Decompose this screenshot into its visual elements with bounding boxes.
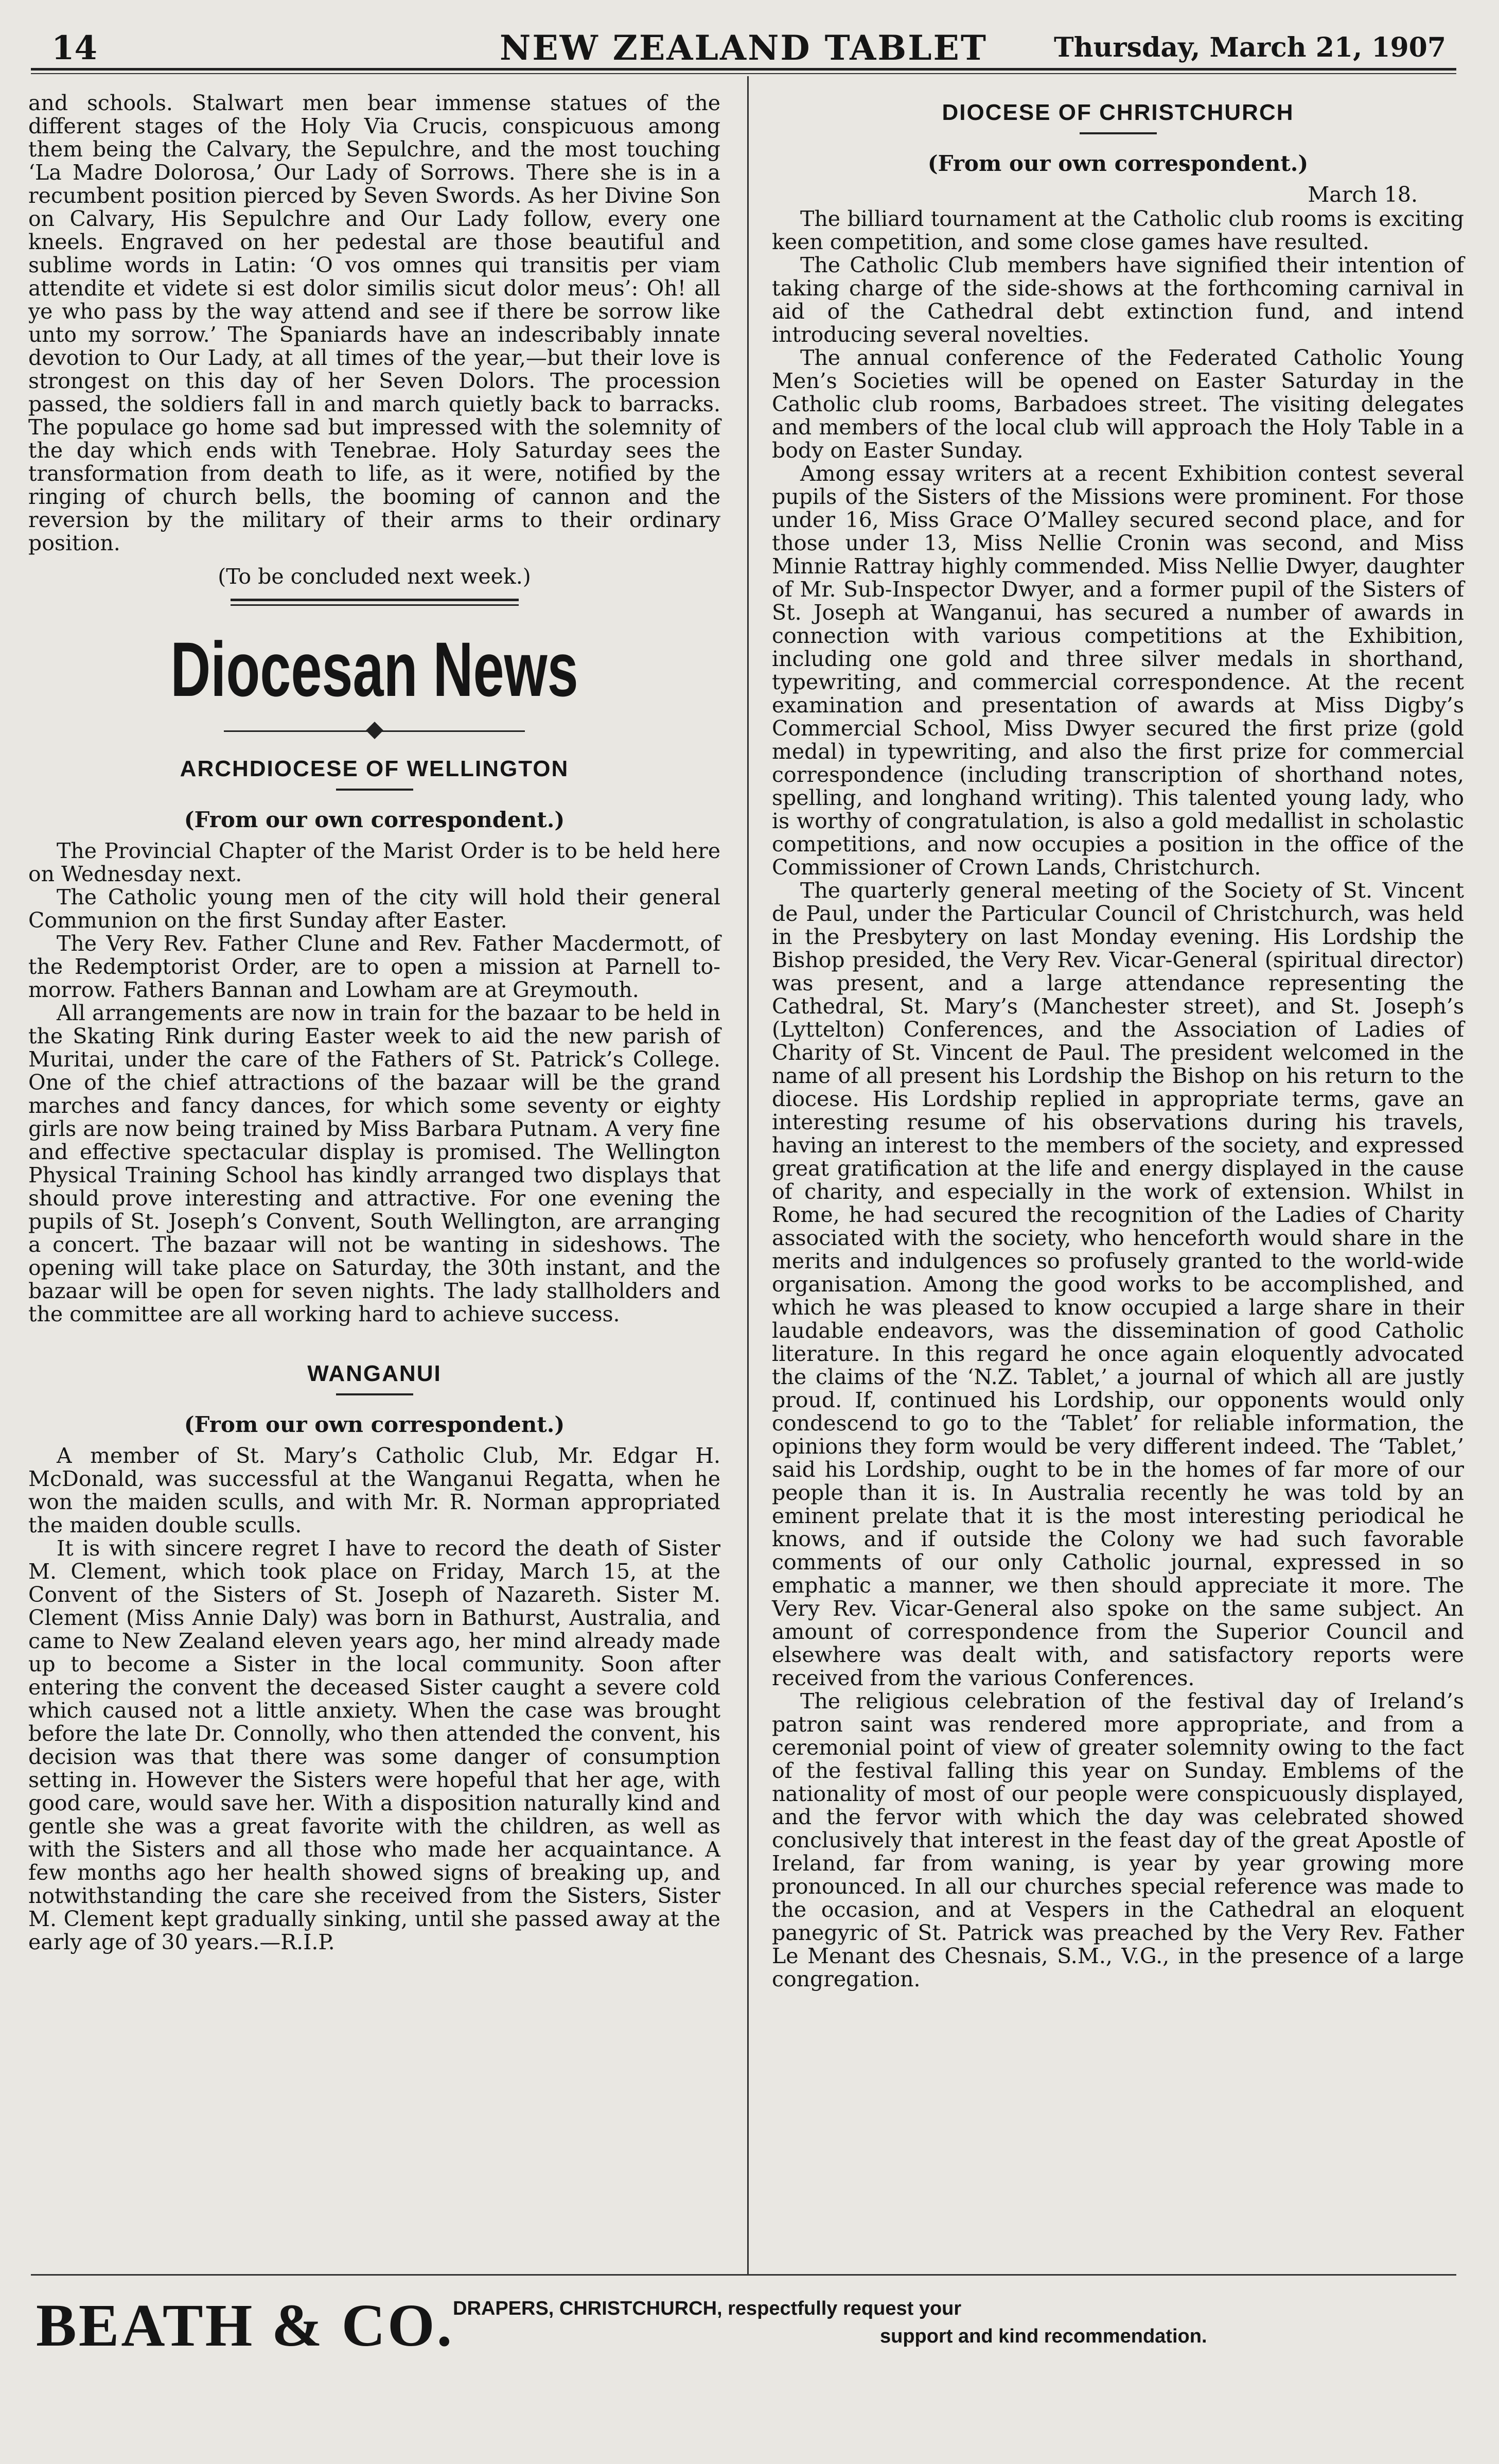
masthead-rule xyxy=(31,68,1456,71)
christchurch-correspondent: (From our own correspondent.) xyxy=(927,151,1309,176)
paragraph: A member of St. Mary’s Catholic Club, Mr. Edgar H. McDonald, was successful at the Wanganui Regatta, when he won the maiden sculls, and with Mr. R. Norman appropriated the maiden double sculls. xyxy=(28,1443,720,1537)
column-divider xyxy=(747,76,749,2274)
concluded-note: (To be concluded next week.) xyxy=(218,564,531,589)
right-column xyxy=(772,92,1464,1991)
wanganui-heading: WANGANUI xyxy=(307,1361,442,1386)
paragraph: The Provincial Chapter of the Marist Order is to be held here on Wednesday next. xyxy=(28,838,720,886)
paragraph: All arrangements are now in train for the bazaar to be held in the Skating Rink during Easter week to aid the new parish of Muritai, under the care of the Fathers of St. Patrick’s College. One of the chief attractions of the bazaar will be the grand marches and fancy dances, for which some seventy or eighty girls are now being trained by Miss Barbara Putnam. A very fine and effective spectacular display is promised. The Wellington Physical Training School has kindly arranged two displays that should prove interesting and attractive. For one evening the pupils of St. Joseph’s Convent, South Wellington, are arranging a concert. The bazaar will not be wanting in sideshows. The opening will take place on Saturday, the 30th instant, and the bazaar will be open for seven nights. The lady stallholders and the committee are all working hard to achieve success. xyxy=(28,1001,720,1326)
advertisement-line: DRAPERS, CHRISTCHURCH, respectfully request your xyxy=(453,2298,962,2319)
wellington-correspondent: (From our own correspondent.) xyxy=(184,807,565,832)
double-rule xyxy=(231,599,519,606)
paragraph: The Catholic young men of the city will hold their general Communion on the first Sunday after Easter. xyxy=(28,885,720,933)
paragraph: The annual conference of the Federated Catholic Young Men’s Societies will be opened on Easter Saturday in the Catholic club rooms, Barbadoes street. The visiting delegates and members of the local club will approach the Holy Table in a body on Easter Sunday. xyxy=(772,345,1464,463)
issue-date: Thursday, March 21, 1907 xyxy=(1054,32,1446,63)
wellington-heading: ARCHDIOCESE OF WELLINGTON xyxy=(180,756,569,781)
christchurch-heading: DIOCESE OF CHRISTCHURCH xyxy=(942,100,1294,125)
paragraph: Among essay writers at a recent Exhibition contest several pupils of the Sisters of the Missions were prominent. For those under 16, Miss Grace O’Malley secured second place, and for those under 13, Miss Nellie Cronin was second, and Miss Minnie Rattray highly commended. Miss Nellie Dwyer, daughter of Mr. Sub-Inspector Dwyer, and a former pupil of the Sisters of St. Joseph at Wanganui, has secured a number of awards in connection with various competitions at the Exhibition, including one gold and three silver medals in shorthand, typewriting, and commercial correspondence. At the recent examination and presentation of awards at Miss Digby’s Commercial School, Miss Dwyer secured the first prize (gold medal) in typewriting, and also the first prize for commercial correspondence (including transcription of shorthand notes, spelling, and longhand writing). This talented young lady, who is worthy of congratulation, is also a gold medallist in scholastic competitions, and now occupies a position in the office of the Commissioner of Crown Lands, Christchurch. xyxy=(772,461,1464,880)
wanganui-correspondent: (From our own correspondent.) xyxy=(184,1412,565,1437)
newspaper-title: NEW ZEALAND TABLET xyxy=(500,28,987,68)
advertisement-line: support and kind recommendation. xyxy=(880,2326,1207,2347)
page-number: 14 xyxy=(51,29,98,67)
paragraph: The Very Rev. Father Clune and Rev. Father Macdermott, of the Redemptorist Order, are to open a mission at Parnell to-morrow. Fathers Bannan and Lowham are at Greymouth. xyxy=(28,931,720,1002)
short-rule xyxy=(336,789,413,791)
paragraph: The religious celebration of the festival day of Ireland’s patron saint was rendered more appropriate, and from a ceremonial point of view of greater solemnity owing to the fact of the festival falling this year on Sunday. Emblems of the nationality of most of our people were conspicuously displayed, and the fervor with which the day was celebrated showed conclusively that interest in the feast day of the great Apostle of Ireland, far from waning, is year by year growing more pronounced. In all our churches special reference was made to the occasion, and at Vespers in the Cathedral an eloquent panegyric of St. Patrick was preached by the Very Rev. Father Le Menant des Chesnais, S.M., V.G., in the presence of a large congregation. xyxy=(772,1689,1464,1991)
paragraph: It is with sincere regret I have to record the death of Sister M. Clement, which took place on Friday, March 15, at the Convent of the Sisters of St. Joseph of Nazareth. Sister M. Clement (Miss Annie Daly) was born in Bathurst, Australia, and came to New Zealand eleven years ago, her mind already made up to become a Sister in the local community. Soon after entering the convent the deceased Sister caught a severe cold which caused not a little anxiety. When the case was brought before the late Dr. Connolly, who then attended the convent, his decision was that there was some danger of consumption setting in. However the Sisters were hopeful that her age, with good care, would save her. With a disposition naturally kind and gentle she was a great favorite with the children, as well as with the Sisters and all those who made her acquaintance. A few months ago her health showed signs of breaking up, and notwithstanding the care she received from the Sisters, Sister M. Clement kept gradually sinking, until she passed away at the early age of 30 years.—R.I.P. xyxy=(28,1536,720,1954)
paragraph: The billiard tournament at the Catholic club rooms is exciting keen competition, and some close games have resulted. xyxy=(772,206,1464,254)
short-rule xyxy=(336,1393,413,1395)
section-title: Diocesan News xyxy=(170,626,578,712)
footer-rule xyxy=(31,2274,1456,2276)
left-column xyxy=(28,92,720,1954)
paragraph: The quarterly general meeting of the Society of St. Vincent de Paul, under the Particular Council of Christchurch, was held in the Presbytery on last Monday evening. His Lordship the Bishop presided, the Very Rev. Vicar-General (spiritual director) was present, and a large attendance representing the Cathedral, St. Mary’s (Manchester street), and St. Joseph’s (Lyttelton) Conferences, and the Association of Ladies of Charity of St. Vincent de Paul. The president welcomed in the name of all present his Lordship the Bishop on his return to the diocese. His Lordship replied in appropriate terms, gave an interesting resume of his observations during his travels, having an interest to the members of the society, and expressed great gratification at the life and energy displayed in the cause of charity, and especially in the work of extension. Whilst in Rome, he had secured the recognition of the Ladies of Charity associated with the society, who henceforth would share in the merits and indulgences so profusely granted to the world-wide organisation. Among the good works to be accomplished, and which he was pleased to know occupied a large share in their laudable endeavors, was the dissemination of good Catholic literature. In this regard he once again eloquently advocated the claims of the ‘N.Z. Tablet,’ a journal of which all are justly proud. If, continued his Lordship, our opponents would only condescend to go to the ‘Tablet’ for reliable information, the opinions they form would be very different indeed. The ‘Tablet,’ said his Lordship, ought to be in the homes of far more of our people than it is. In Australia recently he was told by an eminent prelate that it is the most interesting periodical he knows, and if outside the Colony we had such favorable comments of our only Catholic journal, expressed in so emphatic a manner, we then should appreciate it more. The Very Rev. Vicar-General also spoke on the same subject. An amount of correspondence from the Superior Council and elsewhere was dealt with, and satisfactory reports were received from the various Conferences. xyxy=(772,878,1464,1690)
paragraph: The Catholic Club members have signified their intention of taking charge of the side-shows at the forthcoming carnival in aid of the Cathedral debt extinction fund, and intend introducing several novelties. xyxy=(772,253,1464,347)
advertiser-name: BEATH & CO. xyxy=(36,2292,454,2359)
masthead-rule-thin xyxy=(31,73,1456,74)
masthead xyxy=(31,25,1456,68)
advertisement xyxy=(31,2285,1456,2368)
continued-article-text: and schools. Stalwart men bear immense statues of the different stages of the Holy Via Crucis, conspicuous among them being the Calvary, the Sepulchre, and the most touching ‘La Madre Dolorosa,’ Our Lady of Sorrows. There she is in a recumbent position pierced by Seven Swords. As her Divine Son on Calvary, His Sepulchre and Our Lady follow, every one kneels. Engraved on her pedestal are those beautiful and sublime words in Latin: ‘O vos omnes qui transitis per viam attendite et videte si est dolor similis sicut dolor meus’: Oh! all ye who pass by the way attend and see if there be sorrow like unto my sorrow.’ The Spaniards have an indescribably innate devotion to Our Lady, at all times of the year,—but their love is strongest on this day of her Seven Dolors. The procession passed, the soldiers fall in and march quietly back to barracks. The populace go home sad but impressed with the solemnity of the day which ends with Tenebrae. Holy Saturday sees the transformation from death to life, as it were, notified by the ringing of church bells, the booming of cannon and the reversion by the military of their arms to their ordinary position. xyxy=(28,91,720,555)
short-rule xyxy=(1080,132,1157,134)
ornament-divider xyxy=(28,723,720,739)
dateline: March 18. xyxy=(1308,182,1418,207)
